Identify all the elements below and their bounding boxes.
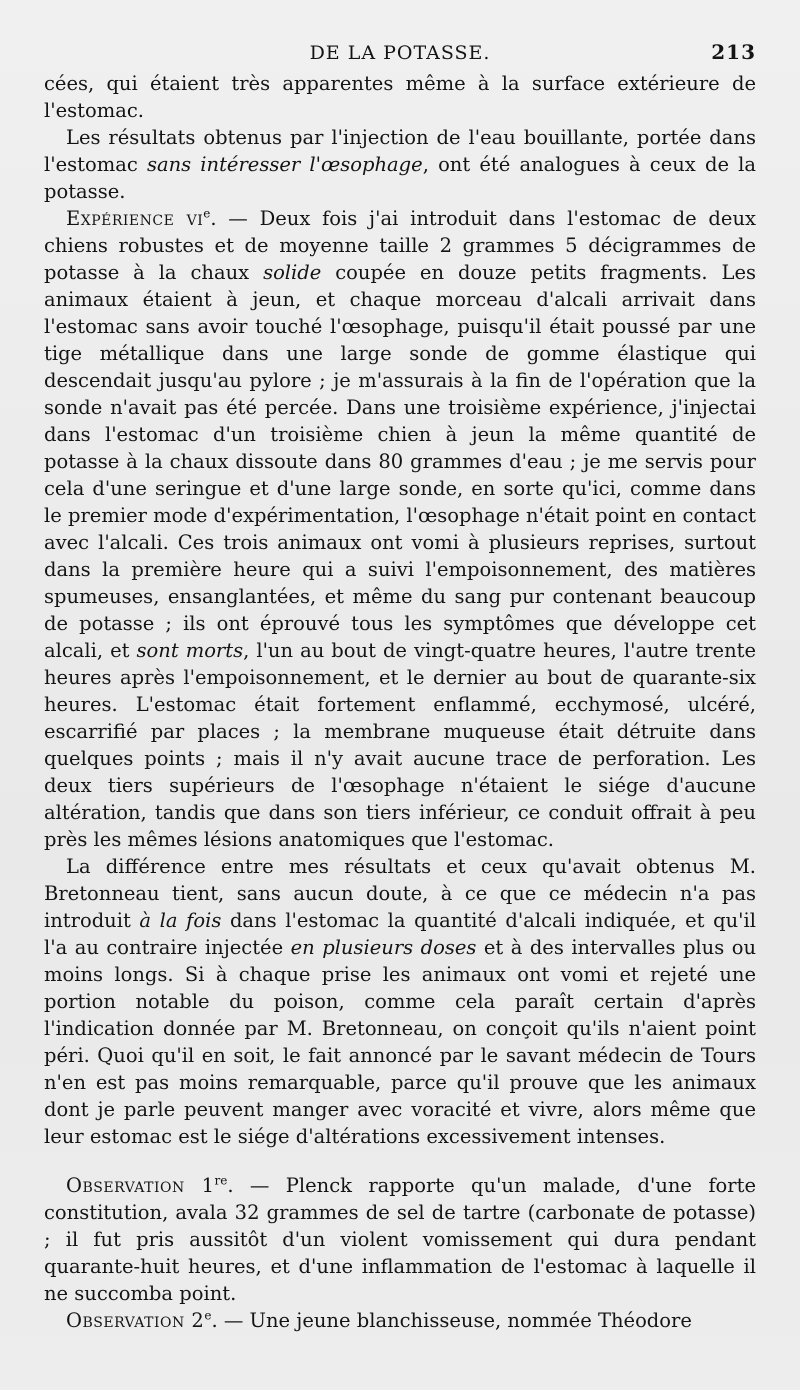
italic-phrase: sont morts [136, 639, 244, 662]
italic-phrase: solide [263, 261, 322, 284]
label-superscript: e [203, 206, 211, 221]
paragraph-observation-2 [44, 1307, 756, 1334]
paragraph-text: , l'un au bout de vingt-quatre heures, l'autre trente heures après l'empoisonnement, et le dernier au bout de quarante-six heures. L'estomac était fortement enflammé, ecchymosé, ulcéré, escarrifié par places ; la membrane muqueuse était détruite dans quelques points ; mais il n'y avait aucune trace de perforation. Les deux tiers supérieurs de l'œsophage n'étaient le siége d'aucune altération, tandis que dans son tiers inférieur, ce conduit offrait à peu près les mêmes lésions anatomiques que l'estomac. [44, 639, 757, 851]
section-label: Observation 1 [66, 1174, 215, 1197]
paragraph-text: cées, qui étaient très apparentes même à la surface extérieure de l'estomac. [44, 72, 756, 122]
italic-phrase: sans intéresser l'œsophage [146, 153, 423, 176]
paragraph-bretonneau [44, 853, 756, 1150]
running-head: DE LA POTASSE. [309, 42, 491, 64]
paragraph-boiling-water [44, 124, 756, 205]
paragraph-continuation [44, 70, 756, 124]
paragraph-observation-1 [44, 1172, 756, 1307]
paragraph-text: . — Une jeune blanchisseuse, nommée Théodore [211, 1309, 692, 1332]
paragraph-text: , ont été analogues à ceux de la potasse. [44, 153, 757, 203]
italic-phrase: à la fois [139, 909, 222, 932]
paragraph-text: La différence entre mes résultats et ceux qu'avait obtenus M. Bretonneau tient, sans aucun doute, à ce que ce médecin n'a pas introduit [44, 855, 756, 932]
page-header [44, 36, 756, 70]
body-text [44, 70, 756, 1334]
label-superscript: e [204, 1308, 212, 1323]
section-label: Observation 2 [66, 1309, 205, 1332]
page-number: 213 [711, 40, 756, 64]
label-superscript: re [214, 1173, 228, 1188]
paragraph-text: . — Plenck rapporte qu'un malade, d'une forte constitution, avala 32 grammes de sel de tartre (carbonate de potasse) ; il fut pris aussitôt d'un violent vomissement qui dura pendant quarante-huit heures, et d'une inflammation de l'estomac à laquelle il ne succomba point. [44, 1174, 756, 1305]
paragraph-text: Les résultats obtenus par l'injection de l'eau bouillante, portée dans l'estomac [44, 126, 756, 176]
italic-phrase: en plusieurs doses [290, 936, 477, 959]
paragraph-text: . — Deux fois j'ai introduit dans l'estomac de deux chiens robustes et de moyenne taille 2 grammes 5 décigrammes de potasse à la chaux [44, 207, 757, 284]
paragraph-text: et à des intervalles plus ou moins longs. Si à chaque prise les animaux ont vomi et rejeté une portion notable du poison, comme cela paraît certain d'après l'indication donnée par M. Bretonneau, on conçoit qu'ils n'aient point péri. Quoi qu'il en soit, le fait annoncé par le savant médecin de Tours n'en est pas moins remarquable, parce qu'il prouve que les animaux dont je parle peuvent manger avec voracité et vivre, alors même que leur estomac est le siége d'altérations excessivement intenses. [44, 936, 757, 1148]
paragraph-experience-6 [44, 205, 756, 853]
section-label: Expérience vi [66, 207, 204, 230]
paragraph-text: coupée en douze petits fragments. Les animaux étaient à jeun, et chaque morceau d'alcali arrivait dans l'estomac sans avoir touché l'œsophage, puisqu'il était poussé par une tige métallique dans une large sonde de gomme élastique qui descendait jusqu'au pylore ; je m'assurais à la fin de l'opération que la sonde n'avait pas été percée. Dans une troisième expérience, j'injectai dans l'estomac d'un troisième chien à jeun la même quantité de potasse à la chaux dissoute dans 80 grammes d'eau ; je me servis pour cela d'une seringue et d'une large sonde, en sorte qu'ici, comme dans le premier mode d'expérimentation, l'œsophage n'était point en contact avec l'alcali. Ces trois animaux ont vomi à plusieurs reprises, surtout dans la première heure qui a suivi l'empoisonnement, des matières spumeuses, ensanglantées, et même du sang pur contenant beaucoup de potasse ; ils ont éprouvé tous les symptômes que développe cet alcali, et [44, 261, 756, 662]
paragraph-text: dans l'estomac la quantité d'alcali indiquée, et qu'il l'a au contraire injectée [44, 909, 756, 959]
